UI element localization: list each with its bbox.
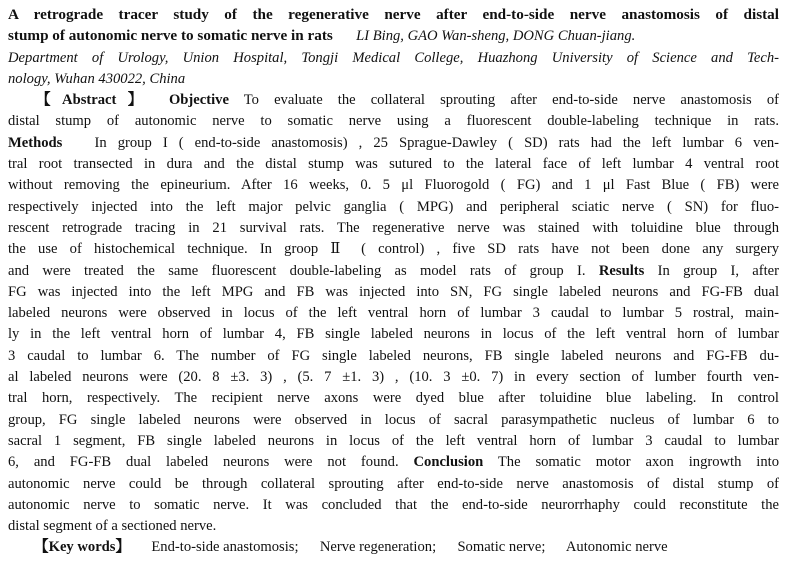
conclusion-post-text: The somatic motor axon ingrowth into (497, 454, 779, 471)
conclusion-line-2: autonomic nerve could be through collateral sprouting after end-to-side nerve anastomosis of distal stump of (8, 475, 779, 492)
conclusion-line-4: distal segment of a sectioned nerve. (8, 518, 217, 535)
conclusion-line-1 (8, 452, 779, 473)
keywords-label: 【Key words】 (34, 539, 131, 556)
keyword-1: End-to-side anastomosis; (151, 539, 299, 556)
objective-text-1: To evaluate the collateral sprouting after end-to-side nerve anastomosis of (243, 92, 779, 109)
abstract-label: 【Abstract】 (36, 92, 154, 109)
results-line-3: labeled neurons were observed in locus of the left ventral horn of lumbar 3 caudal to lumbar 5 rostral, main- (8, 305, 779, 322)
results-line-4: ly in the left ventral horn of lumbar 4, FB single labeled neurons in locus of the left ventral horn of lumbar (8, 326, 779, 343)
affiliation-line-1: Department of Urology, Union Hospital, Tongji Medical College, Huazhong University of Science and Tech- (8, 49, 779, 66)
results-pre-text: and were treated the same fluorescent double-labeling as model rats of group I. (8, 262, 586, 279)
keyword-3: Somatic nerve; (457, 539, 546, 556)
results-line-5: 3 caudal to lumbar 6. The number of FG single labeled neurons, FB single labeled neurons and FG-FB du- (8, 347, 779, 364)
results-line-9: sacral 1 segment, FB single labeled neurons in locus of the left ventral horn of lumbar 3 caudal to lumbar (8, 432, 779, 449)
keywords-line (8, 537, 779, 558)
methods-line-1 (8, 133, 779, 154)
title-line-1: A retrograde tracer study of the regenerative nerve after end-to-side nerve anastomosis of distal (8, 6, 779, 23)
results-line-2: FG was injected into the left MPG and FB was injected into SN, FG single labeled neurons and FG-FB dual (8, 283, 779, 300)
conclusion-line-3: autonomic nerve to somatic nerve. It was concluded that the end-to-side neurorrhaphy could reconstitute the (8, 496, 779, 513)
body-line-4: rescent retrograde tracing in 21 survival rats. The regenerative nerve was stained with toluidine blue through (8, 219, 779, 236)
results-line-8: group, FG single labeled neurons were observed in locus of sacral parasympathetic nucleus of lumbar 6 to (8, 411, 779, 428)
conclusion-label: Conclusion (413, 454, 484, 471)
methods-text-1: In group I ( end-to-side anastomosis) , 25 Sprague-Dawley ( SD) rats had the left lumbar 6 ven- (94, 134, 780, 151)
title-line-2: stump of autonomic nerve to somatic nerve in rats (8, 27, 333, 45)
conclusion-pre-text: 6, and FG-FB dual labeled neurons were not found. (8, 454, 399, 471)
objective-line-2: distal stump of autonomic nerve to somatic nerve using a fluorescent double-labeling technique in rats. (8, 113, 779, 130)
objective-line-1 (8, 90, 779, 111)
authors: LI Bing, GAO Wan-sheng, DONG Chuan-jiang. (356, 28, 636, 45)
results-label: Results (598, 262, 645, 279)
results-line-1 (8, 261, 779, 282)
results-post-text: In group I, after (657, 262, 780, 279)
objective-label: Objective (168, 92, 229, 109)
keyword-2: Nerve regeneration; (319, 539, 437, 556)
methods-label: Methods (8, 134, 63, 151)
body-line-5: the use of histochemical technique. In groop Ⅱ ( control) , five SD rats have not been done any surgery (8, 241, 779, 258)
body-line-3: respectively injected into the left major pelvic ganglia ( MPG) and peripheral sciatic nerve ( SN) for fluo- (8, 198, 779, 215)
body-line-1: tral root transected in dura and the distal stump was sutured to the lateral face of left lumbar 4 ventral root (8, 156, 779, 173)
results-line-7: tral horn, respectively. The recipient nerve axons were dyed blue after toluidine blue labeling. In control (8, 390, 779, 407)
body-line-2: without removing the epineurium. After 16 weeks, 0. 5 μl Fluorogold ( FG) and 1 μl Fast Blue ( FB) were (8, 177, 779, 194)
title-author-line (8, 25, 779, 47)
affiliation-line-2: nology, Wuhan 430022, China (8, 70, 186, 87)
results-line-6: al labeled neurons were (20. 8 ±3. 3) , (5. 7 ±1. 3) , (10. 3 ±0. 7) in every section of lumber fourth ven- (8, 369, 779, 386)
keyword-4: Autonomic nerve (565, 539, 668, 556)
